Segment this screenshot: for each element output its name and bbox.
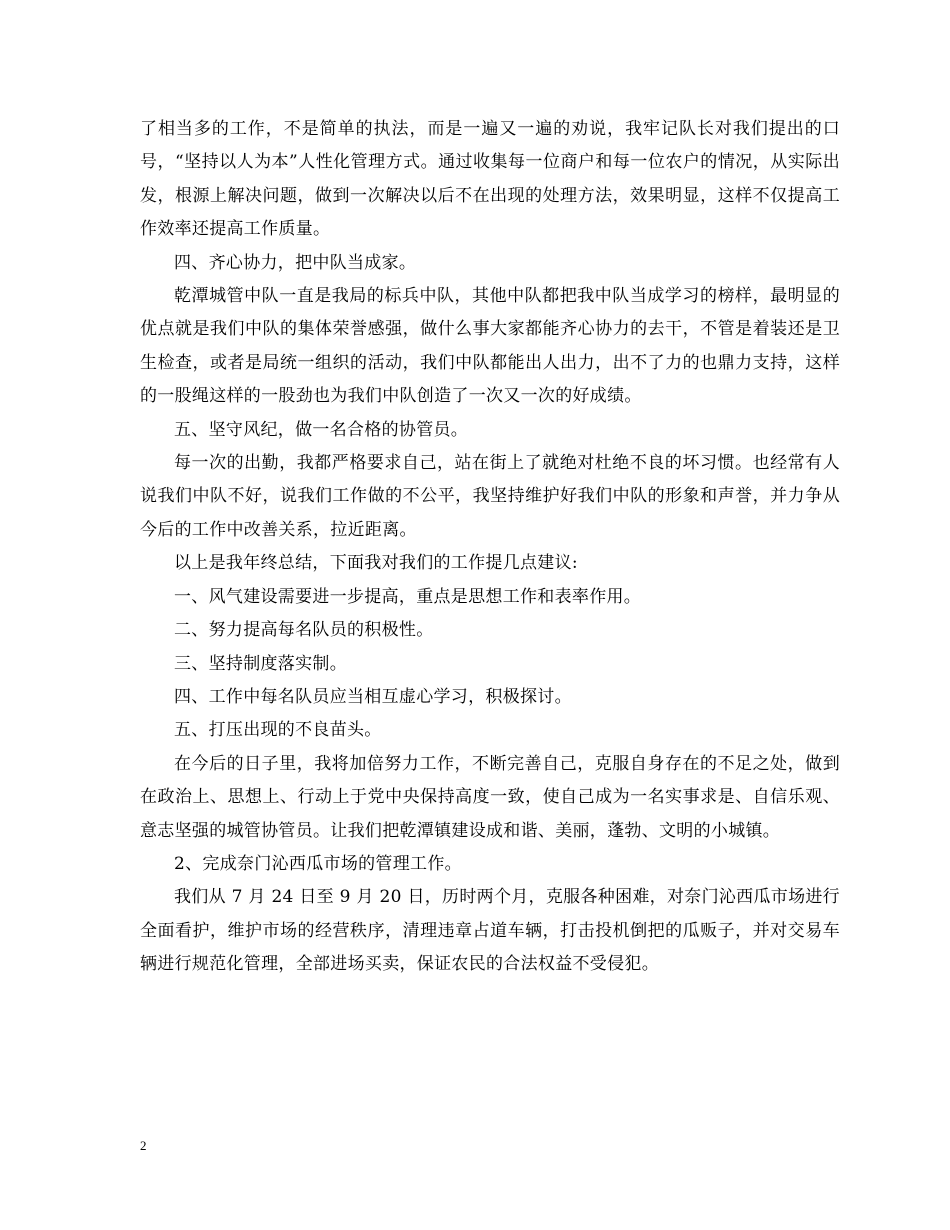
section-heading: 四、齐心协力，把中队当成家。 bbox=[174, 252, 417, 273]
paragraph: 我们从 7 月 24 日至 9 月 20 日，历时两个月，克服各种困难，对奈门沁西瓜市场进行全面看护，维护市场的经营秩序，清理违章占道车辆，打击投机倒把的瓜贩子，并对交易车辆进行规范化管理，全部进场买卖，保证农民的合法权益不受侵犯。 bbox=[140, 887, 840, 975]
paragraph: 在今后的日子里，我将加倍努力工作，不断完善自己，克服自身存在的不足之处，做到在政治上、思想上、行动上于党中央保持高度一致，使自己成为一名实事求是、自信乐观、意志坚强的城管协管员。让我们把乾潭镇建设成和谐、美丽，蓬勃、文明的小城镇。 bbox=[140, 753, 840, 841]
section-heading: 2、完成奈门沁西瓜市场的管理工作。 bbox=[174, 853, 462, 874]
paragraph: 乾潭城管中队一直是我局的标兵中队，其他中队都把我中队当成学习的榜样，最明显的优点就是我们中队的集体荣誉感强，做什么事大家都能齐心协力的去干，不管是着装还是卫生检查，或者是局统一组织的活动，我们中队都能出人出力，出不了力的也鼎力支持，这样的一股绳这样的一股劲也为我们中队创造了一次又一次的好成绩。 bbox=[140, 286, 840, 407]
suggestion-item: 五、打压出现的不良苗头。 bbox=[174, 720, 382, 741]
suggestion-item: 三、坚持制度落实制。 bbox=[174, 653, 347, 674]
body-text bbox=[140, 113, 840, 982]
paragraph: 每一次的出勤，我都严格要求自己，站在街上了就绝对杜绝不良的坏习惯。也经常有人说我们中队不好，说我们工作做的不公平，我坚持维护好我们中队的形象和声誉，并力争从今后的工作中改善关系，拉近距离。 bbox=[140, 453, 840, 540]
suggestion-item: 四、工作中每名队员应当相互虚心学习，积极探讨。 bbox=[174, 686, 572, 707]
paragraph: 了相当多的工作，不是简单的执法，而是一遍又一遍的劝说，我牢记队长对我们提出的口号，“坚持以人为本”人性化管理方式。通过收集每一位商户和每一位农户的情况，从实际出发，根源上解决问题，做到一次解决以后不在出现的处理方法，效果明显，这样不仅提高工作效率还提高工作质量。 bbox=[140, 119, 840, 240]
suggestion-item: 二、努力提高每名队员的积极性。 bbox=[174, 620, 434, 641]
suggestion-item: 一、风气建设需要进一步提高，重点是思想工作和表率作用。 bbox=[174, 586, 642, 607]
paragraph: 以上是我年终总结，下面我对我们的工作提几点建议: bbox=[174, 553, 578, 574]
page-number: 2 bbox=[140, 1138, 147, 1153]
section-heading: 五、坚守风纪，做一名合格的协管员。 bbox=[174, 419, 469, 440]
